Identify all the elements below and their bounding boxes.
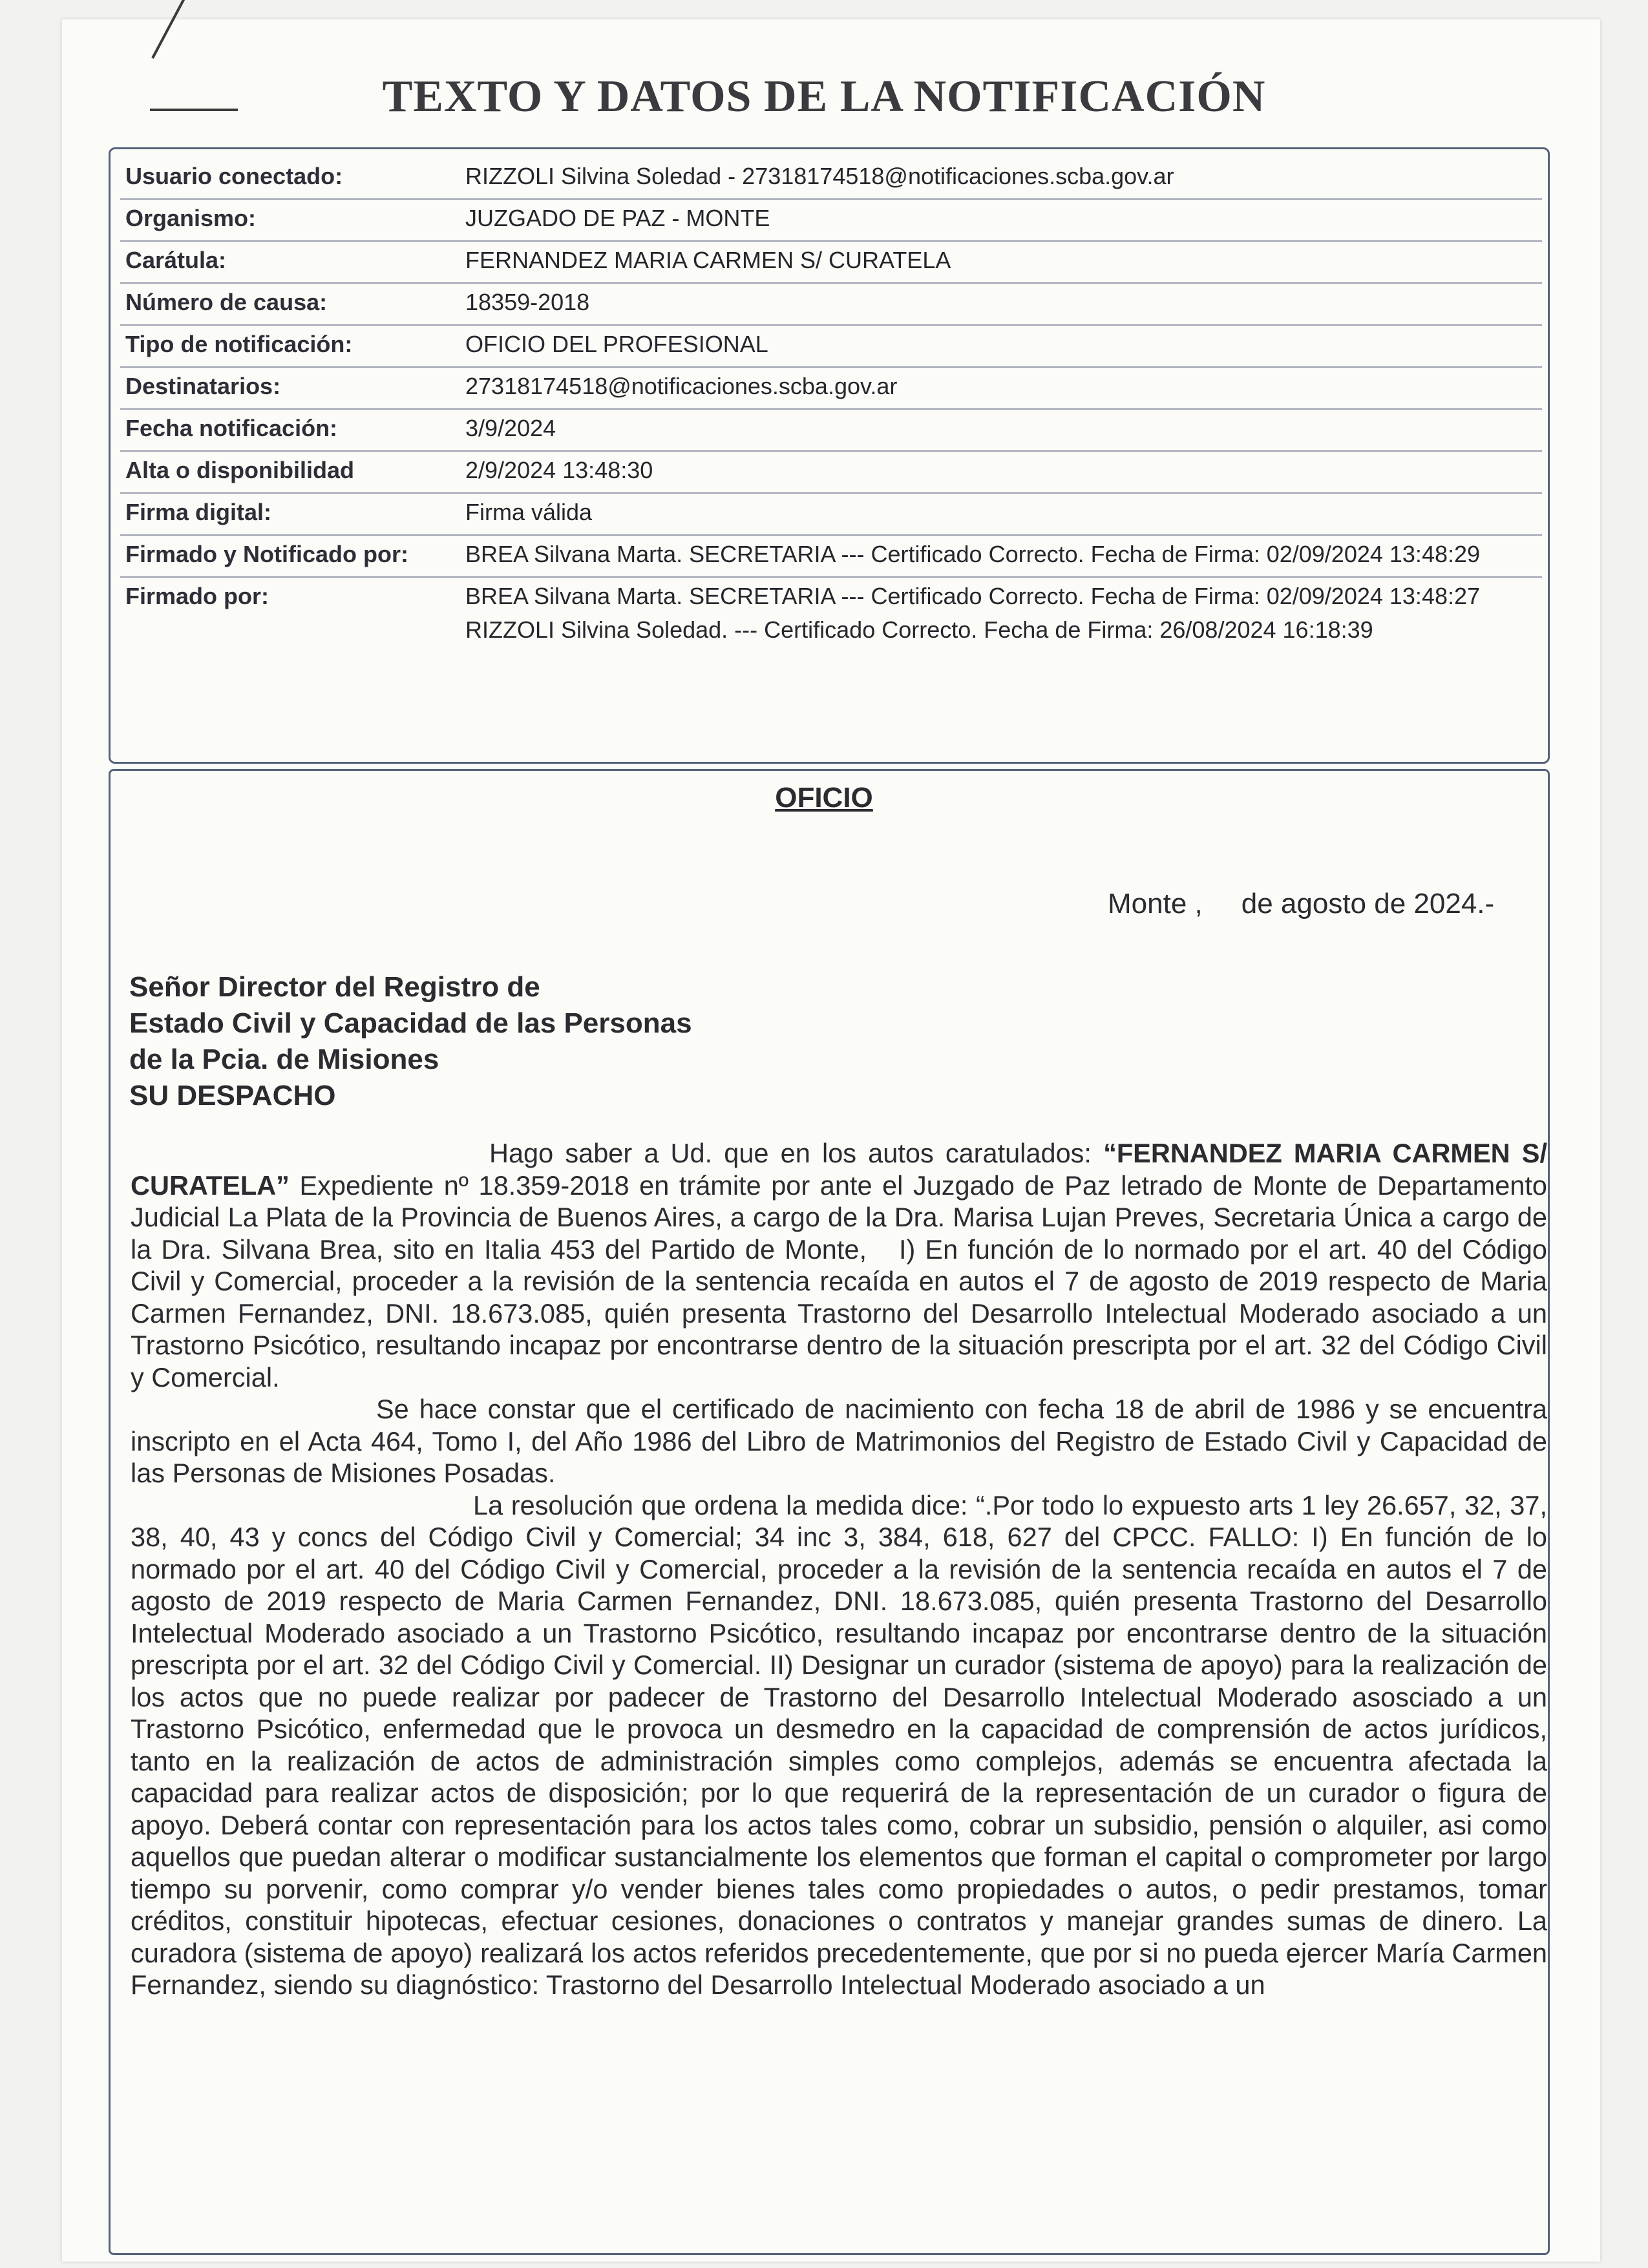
- oficio-body: [131, 1137, 1547, 2001]
- table-row: [120, 158, 1542, 199]
- field-label: Alta o disponibilidad: [125, 457, 354, 483]
- addressee-line: Señor Director del Registro de: [129, 971, 540, 1003]
- body-text: Se hace constar que el certificado de nacimiento con fecha 18 de abril de 1986 y se encuentra inscripto en el Acta 464, Tomo I, del Año 1986 del Libro de Matrimonios del Registro de Estado Civil y Capacidad de las Personas de Misiones Posadas.: [131, 1394, 1547, 1488]
- intro-text: Hago saber a Ud. que en los autos caratulados:: [489, 1138, 1104, 1168]
- table-row: [120, 535, 1542, 577]
- place: Monte ,: [1108, 888, 1203, 919]
- field-label: Organismo:: [125, 205, 257, 231]
- field-label: Tipo de notificación:: [125, 331, 353, 357]
- addressee-line: Estado Civil y Capacidad de las Personas: [129, 1007, 692, 1039]
- body-paragraph: [131, 1489, 1547, 2001]
- field-value: 3/9/2024: [465, 415, 556, 441]
- case-title: “FERNANDEZ MARIA CARMEN S/ CURATELA”: [131, 1138, 1547, 1201]
- field-label: Firmado por:: [125, 583, 269, 609]
- addressee-line: de la Pcia. de Misiones: [129, 1044, 439, 1075]
- date: de agosto de 2024.-: [1241, 888, 1495, 919]
- place-date: [1108, 888, 1494, 920]
- table-row: [120, 283, 1542, 325]
- field-label: Firmado y Notificado por:: [125, 541, 409, 567]
- document-title: TEXTO Y DATOS DE LA NOTIFICACIÓN: [382, 72, 1266, 121]
- table-row: [120, 493, 1542, 535]
- field-value: 2/9/2024 13:48:30: [465, 457, 653, 483]
- body-text: Expediente nº 18.359-2018 en trámite por ante el Juzgado de Paz letrado de Monte de Departamento Judicial La Plata de la Provincia de Buenos Aires, a cargo de la Dra. Marisa Lujan Preves, Secretaria Única a cargo de la Dra. Silvana Brea, sito en Italia 453 del Partido de Monte,: [131, 1170, 1547, 1265]
- addressee-block: [129, 969, 692, 1114]
- table-row: [120, 451, 1542, 493]
- field-value: RIZZOLI Silvina Soledad - 27318174518@notificaciones.scba.gov.ar: [465, 163, 1174, 189]
- table-row: [120, 367, 1542, 409]
- body-text: I) En función de lo normado por el art. 40 del Código Civil y Comercial, proceder a la revisión de la sentencia recaída en autos el 7 de agosto de 2019 respecto de Maria Carmen Fernandez, DNI. 18.673.085, quién presenta Trastorno del Desarrollo Intelectual Moderado asociado a un Trastorno Psicótico, resultando incapaz por encontrarse dentro de la situación prescripta por el art. 32 del Código Civil y Comercial.: [131, 1234, 1547, 1392]
- table-row: [120, 325, 1542, 367]
- field-value: 18359-2018: [465, 289, 590, 315]
- notification-data-table: [120, 158, 1542, 652]
- table-row: [120, 409, 1542, 451]
- field-value: Firma válida: [465, 499, 593, 525]
- addressee-line: SU DESPACHO: [129, 1080, 336, 1111]
- field-label: Usuario conectado:: [125, 163, 343, 189]
- field-label: Número de causa:: [125, 289, 328, 315]
- field-value: BREA Silvana Marta. SECRETARIA --- Certificado Correcto. Fecha de Firma: 02/09/2024 13:48:29: [465, 541, 1481, 567]
- field-label: Fecha notificación:: [125, 415, 338, 441]
- table-row: [120, 199, 1542, 241]
- field-value: OFICIO DEL PROFESIONAL: [465, 331, 768, 357]
- body-paragraph: [131, 1393, 1547, 1489]
- field-label: Firma digital:: [125, 499, 272, 525]
- table-row: [120, 241, 1542, 283]
- body-text: La resolución que ordena la medida dice: “.Por todo lo expuesto arts 1 ley 26.657, 32, 37, 38, 40, 43 y concs del Código Civil y Comercial; 34 inc 3, 384, 618, 627 del CPCC. FALLO: I) En función de lo normado por el art. 40 del Código Civil y Comercial, proceder a la revisión de la sentencia recaída en autos el 7 de agosto de 2019 respecto de Maria Carmen Fernandez, DNI. 18.673.085, quién presenta Trastorno del Desarrollo Intelectual Moderado asociado a un Trastorno Psicótico, resultando incapaz por encontrarse dentro de la situación prescripta por el art. 32 del Código Civil y Comercial. II) Designar un curador (sistema de apoyo) para la realización de los actos que no puede realizar por padecer de Trastorno del Desarrollo Intelectual Moderado asosciado a un Trastorno Psicótico, enfermedad que le provoca un desmedro en la capacidad de comprensión de actos jurídicos, tanto en la realización de actos de administración simples como complejos, además se encuentra afectada la capacidad para realizar actos de disposición; por lo que requerirá de la representación de un curador o figura de apoyo. Deberá contar con representación para los actos tales como, cobrar un subsidio, pensión o alquiler, asi como aquellos que puedan alterar o modificar sustancialmente los elementos que forman el capital o comprometer por largo tiempo su porvenir, como comprar y/o vender bienes tales como propiedades o autos, o pedir prestamos, tomar créditos, constituir hipotecas, efectuar cesiones, donaciones o contratos y manejar grandes sumas de dinero. La curadora (sistema de apoyo) realizará los actos referidos precedentemente, que por si no pueda ejercer María Carmen Fernandez, siendo su diagnóstico: Trastorno del Desarrollo Intelectual Moderado asociado a un: [131, 1489, 1547, 2000]
- field-value: BREA Silvana Marta. SECRETARIA --- Certificado Correcto. Fecha de Firma: 02/09/2024 13:48:27 RIZZOLI Silvina Soledad. --- Certificado Correcto. Fecha de Firma: 26/08/2024 16:18:39: [465, 583, 1481, 643]
- field-value: FERNANDEZ MARIA CARMEN S/ CURATELA: [465, 247, 951, 273]
- body-paragraph: [131, 1137, 1547, 1393]
- table-row: [120, 577, 1542, 652]
- oficio-heading: OFICIO: [775, 782, 873, 814]
- field-label: Carátula:: [125, 247, 227, 273]
- field-value: 27318174518@notificaciones.scba.gov.ar: [465, 373, 898, 399]
- field-label: Destinatarios:: [125, 373, 281, 399]
- field-value: JUZGADO DE PAZ - MONTE: [465, 205, 770, 231]
